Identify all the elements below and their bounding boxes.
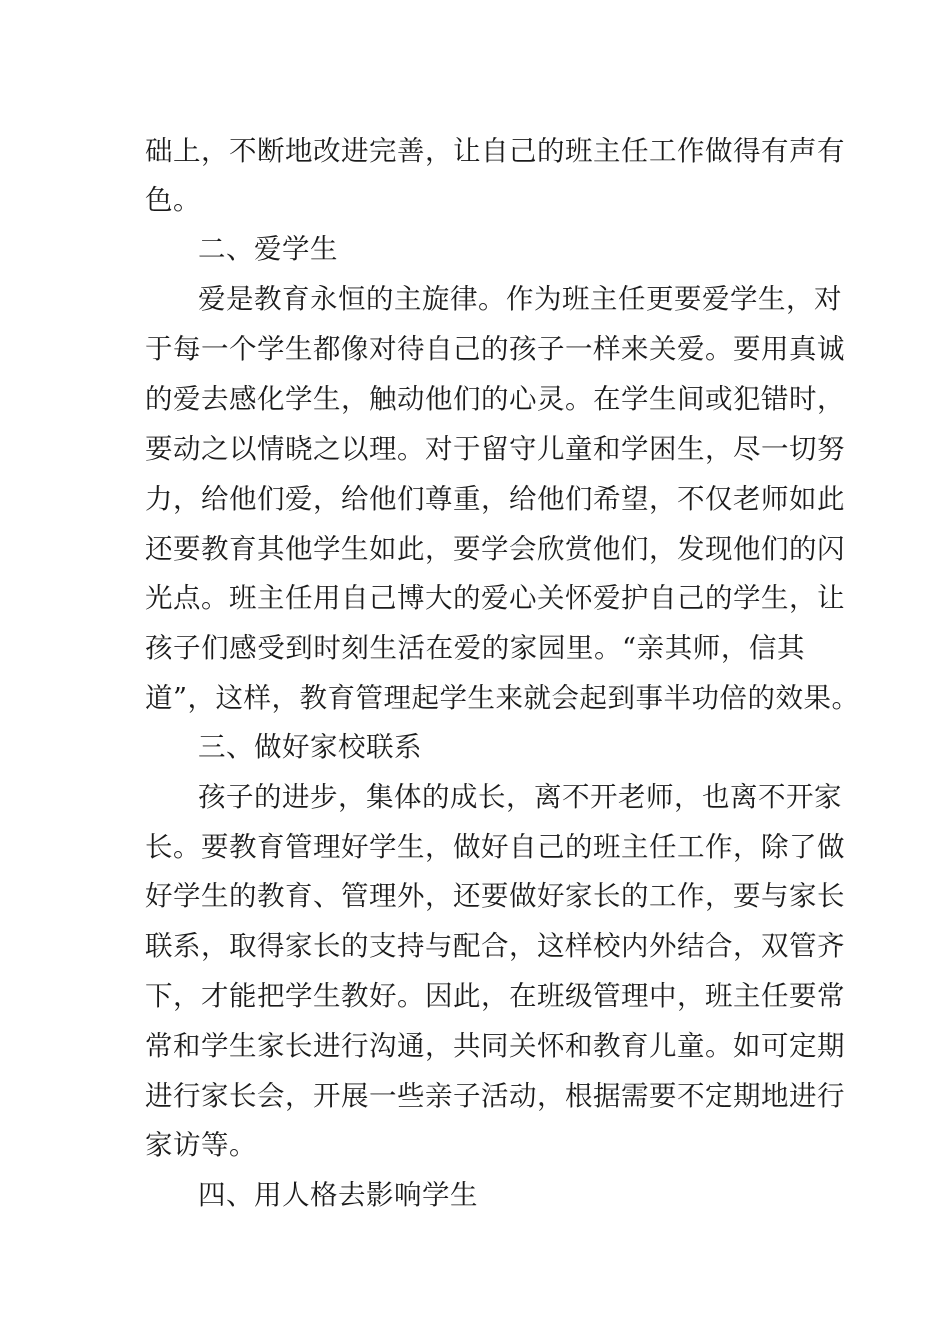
paragraph-line: 要动之以情晓之以理。对于留守儿童和学困生，尽一切努 xyxy=(145,433,845,465)
paragraph-line: 爱是教育永恒的主旋律。作为班主任更要爱学生，对 xyxy=(198,283,842,315)
section-heading: 四、用人格去影响学生 xyxy=(198,1179,478,1211)
paragraph-line: 长。要教育管理好学生，做好自己的班主任工作，除了做 xyxy=(145,831,845,863)
paragraph-line: 孩子的进步，集体的成长，离不开老师，也离不开家 xyxy=(198,781,842,813)
section-heading: 三、做好家校联系 xyxy=(198,731,422,763)
paragraph-line: 还要教育其他学生如此，要学会欣赏他们，发现他们的闪 xyxy=(145,533,845,565)
paragraph-line: 好学生的教育、管理外，还要做好家长的工作，要与家长 xyxy=(145,880,845,912)
paragraph-line: 道”，这样，教育管理起学生来就会起到事半功倍的效果。 xyxy=(145,682,860,714)
paragraph-line: 下，才能把学生教好。因此，在班级管理中，班主任要常 xyxy=(145,980,845,1012)
paragraph-line: 联系，取得家长的支持与配合，这样校内外结合，双管齐 xyxy=(145,930,845,962)
paragraph-line: 常和学生家长进行沟通，共同关怀和教育儿童。如可定期 xyxy=(145,1030,845,1062)
paragraph-line: 孩子们感受到时刻生活在爱的家园里。“亲其师，信其 xyxy=(145,632,805,664)
paragraph-line: 光点。班主任用自己博大的爱心关怀爱护自己的学生，让 xyxy=(145,582,845,614)
paragraph-line: 进行家长会，开展一些亲子活动，根据需要不定期地进行 xyxy=(145,1080,845,1112)
paragraph-line: 力，给他们爱，给他们尊重，给他们希望，不仅老师如此 xyxy=(145,483,845,515)
paragraph-line: 家访等。 xyxy=(145,1129,257,1161)
paragraph-line: 色。 xyxy=(145,184,201,216)
paragraph-line: 础上，不断地改进完善，让自己的班主任工作做得有声有 xyxy=(145,135,845,167)
section-heading: 二、爱学生 xyxy=(198,233,338,265)
paragraph-line: 的爱去感化学生，触动他们的心灵。在学生间或犯错时， xyxy=(145,383,845,415)
paragraph-line: 于每一个学生都像对待自己的孩子一样来关爱。要用真诚 xyxy=(145,333,845,365)
